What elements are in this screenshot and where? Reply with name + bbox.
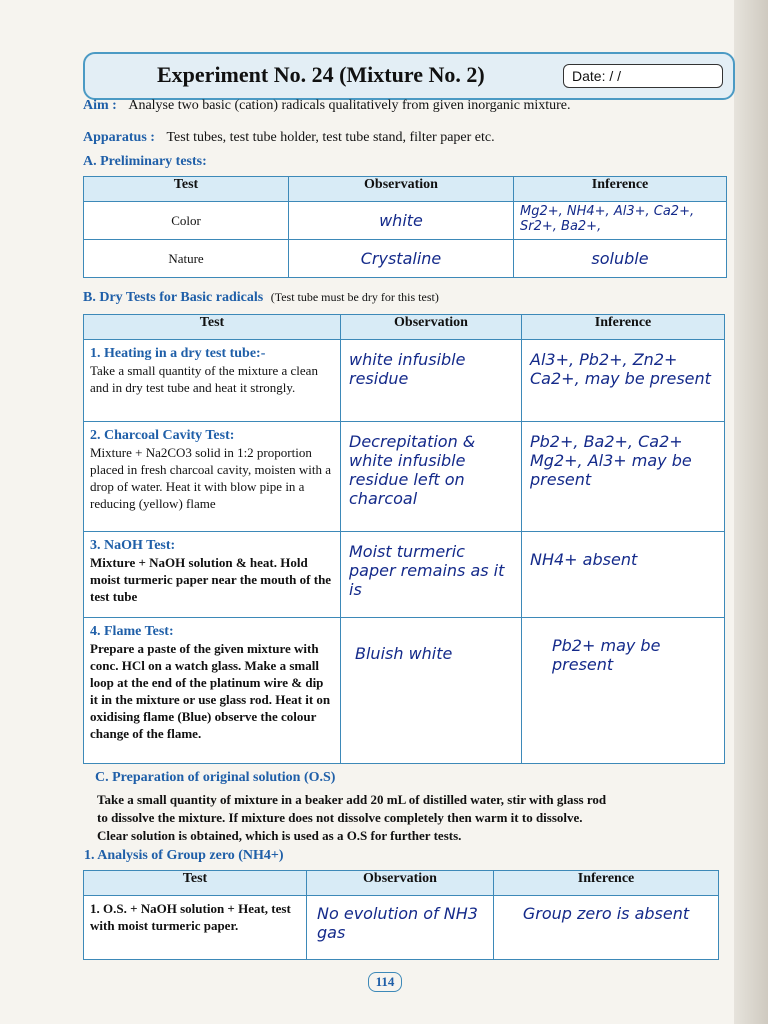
table-cell: Crystaline [289,240,514,278]
test-text: Prepare a paste of the given mixture with conc. HCl on a watch glass. Make a small loop at the end of the platinum wire & dip it in the mixture or use glass rod. Heat it on oxidising flame (Blue) observe the colour change of the flame. [90,641,331,741]
page-edge [734,0,768,1024]
dry-tests-table [83,314,725,764]
test-heading: 2. Charcoal Cavity Test: [90,428,235,443]
section-b-note: (Test tube must be dry for this test) [270,290,439,304]
aim-text: Analyse two basic (cation) radicals qualitatively from given inorganic mixture. [128,98,571,113]
col-test: Test [84,871,307,896]
col-observation: Observation [307,871,494,896]
test-heading: 3. NaOH Test: [90,538,176,553]
col-inference: Inference [522,315,725,340]
table-row [84,532,725,618]
table-cell: Bluish white [341,618,522,764]
table-cell: 1. O.S. + NaOH solution + Heat, test with moist turmeric paper. [84,896,307,960]
table-cell: Al3+, Pb2+, Zn2+ Ca2+, may be present [522,340,725,422]
test-text: Mixture + Na2CO3 solid in 1:2 proportion placed in fresh charcoal cavity, moisten with a drop of water. Heat it with blow pipe in a reducing (yellow) flame [90,445,332,511]
table-cell: soluble [514,240,727,278]
apparatus-label: Apparatus : [83,130,155,145]
preliminary-table [83,176,727,278]
section-b-title: B. Dry Tests for Basic radicals [83,290,264,305]
table-cell: white [289,202,514,240]
table-row [84,896,719,960]
col-test: Test [84,315,341,340]
section-c-title: C. Preparation of original solution (O.S) [95,770,336,785]
table-row [84,340,725,422]
apparatus-line [83,130,495,146]
col-observation: Observation [289,177,514,202]
test-heading: 4. Flame Test: [90,624,174,639]
section-c-line: Clear solution is obtained, which is used as a O.S for further tests. [97,828,462,843]
table-row [84,422,725,532]
table-cell: Decrepitation & white infusible residue left on charcoal [341,422,522,532]
section-c-line: to dissolve the mixture. If mixture does not dissolve completely then warm it to dissolve. [97,810,583,825]
date-label: Date: [572,68,606,84]
table-cell: white infusible residue [341,340,522,422]
table-cell: Group zero is absent [494,896,719,960]
table-cell: Moist turmeric paper remains as it is [341,532,522,618]
title-banner [83,52,735,100]
apparatus-text: Test tubes, test tube holder, test tube stand, filter paper etc. [166,130,495,145]
table-cell: NH4+ absent [522,532,725,618]
table-cell: Color [84,202,289,240]
section-1-title: 1. Analysis of Group zero (NH4+) [84,848,284,863]
table-cell: Pb2+ may be present [522,618,725,764]
col-test: Test [84,177,289,202]
col-observation: Observation [341,315,522,340]
page-title: Experiment No. 24 (Mixture No. 2) [157,62,485,87]
aim-line [83,98,571,114]
table-cell: Pb2+, Ba2+, Ca2+ Mg2+, Al3+ may be present [522,422,725,532]
table-cell: Nature [84,240,289,278]
test-text: Mixture + NaOH solution & heat. Hold moist turmeric paper near the mouth of the test tube [90,555,332,604]
date-box [563,64,723,88]
date-value: / / [609,68,622,84]
table-row [84,618,725,764]
col-inference: Inference [494,871,719,896]
page-number: 114 [368,972,402,992]
section-a-title: A. Preliminary tests: [83,154,207,169]
section-b-heading [83,290,439,306]
test-heading: 1. Heating in a dry test tube:- [90,346,266,361]
table-cell: No evolution of NH3 gas [307,896,494,960]
test-text: Take a small quantity of the mixture a clean and in dry test tube and heat it strongly. [90,363,318,395]
table-cell: Mg2+, NH4+, Al3+, Ca2+, Sr2+, Ba2+, [514,202,727,240]
group-zero-table [83,870,719,960]
col-inference: Inference [514,177,727,202]
aim-label: Aim : [83,98,117,113]
section-c-line: Take a small quantity of mixture in a beaker add 20 mL of distilled water, stir with glass rod [97,792,607,807]
